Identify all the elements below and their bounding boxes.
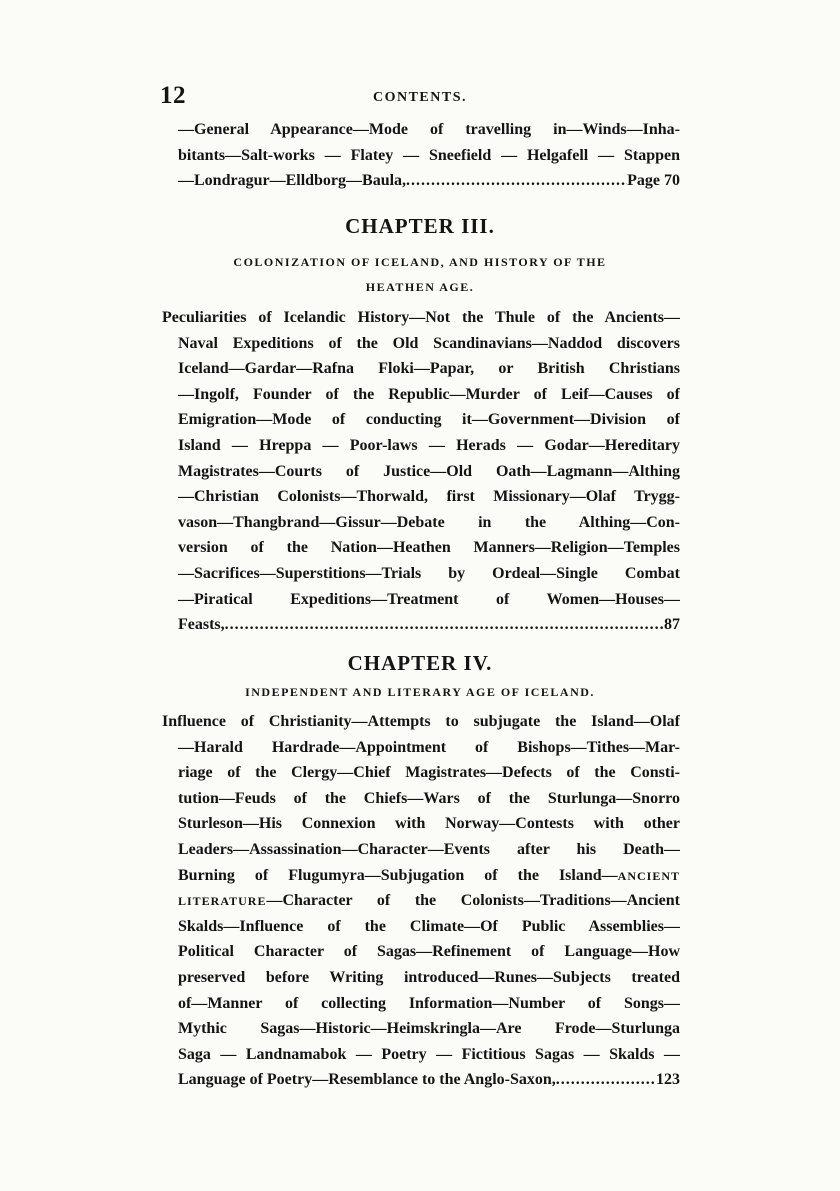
toc-line — [162, 888, 680, 914]
leader-dots — [225, 612, 664, 638]
toc-line: tution—Feuds of the Chiefs—Wars of the Sturlunga—Snorro — [178, 789, 680, 807]
chapter4-subtitle: INDEPENDENT AND LITERARY AGE OF ICELAND. — [245, 685, 595, 699]
toc-line-with-page — [162, 612, 680, 638]
chapter3-entry — [162, 305, 680, 638]
toc-line: preserved before Writing introduced—Runes—Subjects treated — [178, 968, 680, 986]
page-reference: 87 — [664, 616, 680, 634]
toc-line: Peculiarities of Icelandic History—Not the Thule of the Ancients— — [162, 309, 680, 326]
toc-line: Magistrates—Courts of Justice—Old Oath—Lagmann—Althing — [178, 462, 680, 480]
toc-text: Burning of Flugumyra—Subjugation of the Island— — [178, 866, 618, 884]
toc-line: Leaders—Assassination—Character—Events after his Death— — [178, 840, 680, 858]
toc-line: riage of the Clergy—Chief Magistrates—Defects of the Consti- — [178, 764, 680, 782]
toc-line-with-page — [162, 1067, 680, 1093]
toc-line: Influence of Christianity—Attempts to subjugate the Island—Olaf — [162, 713, 680, 730]
small-caps-text: ANCIENT — [617, 868, 680, 883]
toc-line: Naval Expeditions of the Old Scandinavians—Naddod discovers — [178, 334, 680, 352]
toc-line: Mythic Sagas—Historic—Heimskringla—Are Frode—Sturlunga — [178, 1020, 680, 1038]
toc-line: —General Appearance—Mode of travelling in—Winds—Inha- — [178, 121, 680, 138]
page-reference: Page 70 — [627, 172, 680, 190]
toc-text: —Character of the Colonists—Traditions—Ancient — [266, 892, 680, 910]
chapter4-entry — [162, 709, 680, 1093]
toc-line: —Ingolf, Founder of the Republic—Murder of Leif—Causes of — [178, 385, 680, 403]
page-number: 12 — [160, 82, 186, 109]
chapter3-subtitle-line1: COLONIZATION OF ICELAND, AND HISTORY OF THE — [233, 255, 607, 269]
toc-line: vason—Thangbrand—Gissur—Debate in the Althing—Con- — [178, 513, 680, 531]
toc-text: —Londragur—Elldborg—Baula, — [178, 172, 407, 190]
chapter4-heading: CHAPTER IV. — [347, 651, 493, 675]
page-header — [160, 82, 680, 112]
toc-line: Island — Hreppa — Poor-laws — Herads — Godar—Hereditary — [178, 436, 680, 454]
small-caps-text: LITERATURE — [178, 894, 267, 909]
page-reference: 123 — [656, 1071, 680, 1089]
leader-dots — [556, 1067, 656, 1093]
toc-line: bitants—Salt-works — Flatey — Sneefield — Helgafell — Stappen — [178, 146, 680, 164]
toc-line: Saga — Landnamabok — Poetry — Fictitious Sagas — Skalds — — [178, 1045, 680, 1063]
toc-line: Political Character of Sagas—Refinement of Language—How — [178, 943, 680, 961]
toc-text: Language of Poetry—Resemblance to the Anglo-Saxon, — [178, 1071, 556, 1089]
toc-line: Sturleson—His Connexion with Norway—Contests with other — [178, 815, 680, 833]
running-title: CONTENTS. — [372, 90, 468, 105]
toc-line: version of the Nation—Heathen Manners—Religion—Temples — [178, 539, 680, 557]
toc-line: —Christian Colonists—Thorwald, first Missionary—Olaf Trygg- — [178, 488, 680, 506]
toc-line: —Sacrifices—Superstitions—Trials by Ordeal—Single Combat — [178, 564, 680, 582]
chapter2-tail-entry — [162, 117, 680, 194]
chapter3-heading: CHAPTER III. — [345, 214, 495, 238]
leader-dots — [406, 168, 627, 194]
toc-line: Emigration—Mode of conducting it—Government—Division of — [178, 411, 680, 429]
toc-line-with-page — [162, 168, 680, 194]
toc-line: —Piratical Expeditions—Treatment of Women—Houses— — [178, 590, 680, 608]
chapter3-subtitle-line2: HEATHEN AGE. — [365, 280, 475, 294]
toc-line: Iceland—Gardar—Rafna Floki—Papar, or British Christians — [178, 360, 680, 378]
toc-text: Feasts, — [178, 616, 225, 634]
toc-line: of—Manner of collecting Information—Number of Songs— — [178, 994, 680, 1012]
toc-line — [162, 863, 680, 889]
toc-line: Skalds—Influence of the Climate—Of Public Assemblies— — [178, 917, 680, 935]
toc-line: —Harald Hardrade—Appointment of Bishops—Tithes—Mar- — [178, 738, 680, 756]
